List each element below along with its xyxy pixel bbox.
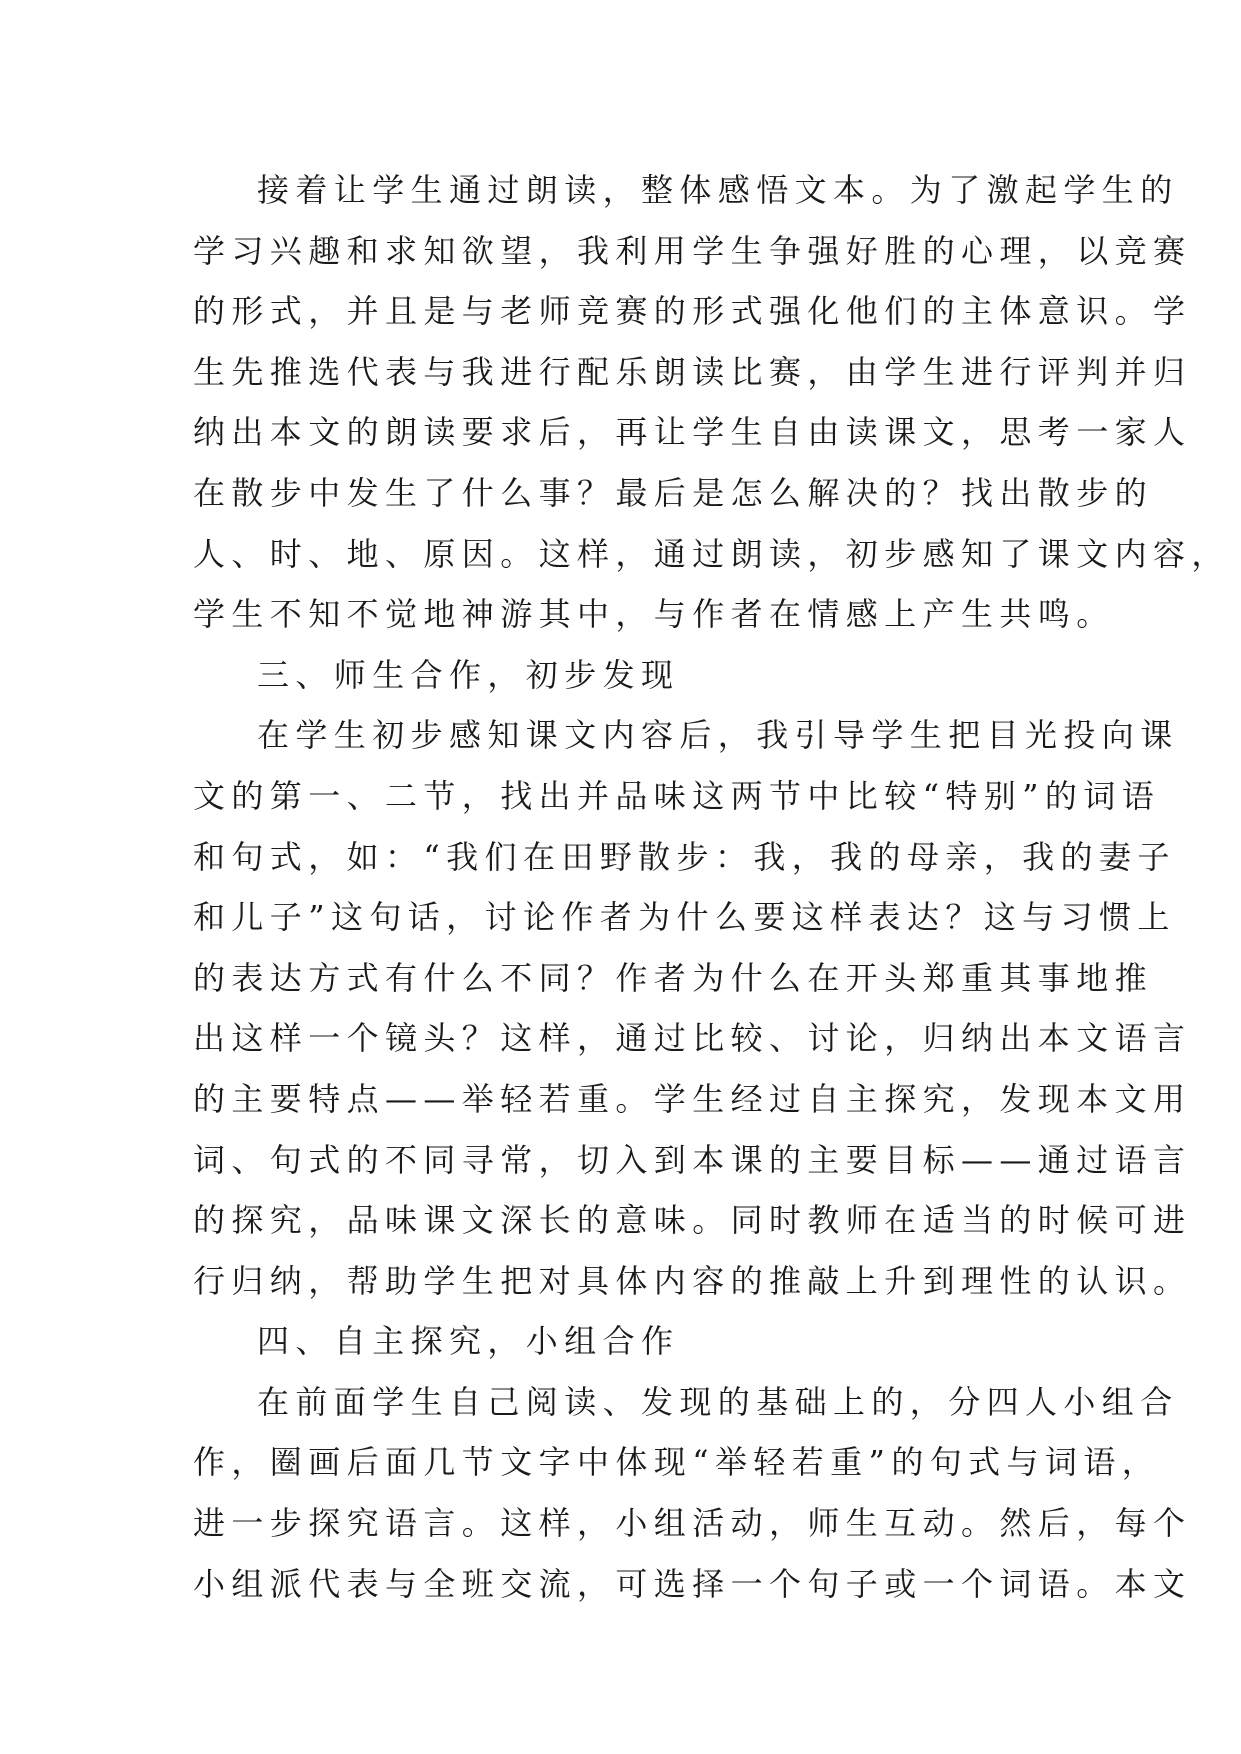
text-line: 在学生初步感知课文内容后，我引导学生把目光投向课 (257, 716, 1179, 755)
text-line: 的形式，并且是与老师竞赛的形式强化他们的主体意识。学 (193, 292, 1192, 331)
text-line: 和句式，如：“我们在田野散步：我，我的母亲，我的妻子 (193, 837, 1176, 876)
text-line: 小组派代表与全班交流，可选择一个句子或一个词语。本文 (193, 1564, 1192, 1603)
text-line: 词、句式的不同寻常，切入到本课的主要目标——通过语言 (193, 1140, 1192, 1179)
text-line: 的探究，品味课文深长的意味。同时教师在适当的时候可进 (193, 1201, 1192, 1240)
text-line: 在散步中发生了什么事？最后是怎么解决的？找出散步的 (193, 473, 1154, 512)
text-line: 的主要特点——举轻若重。学生经过自主探究，发现本文用 (193, 1079, 1192, 1118)
text-line: 和儿子”这句话，讨论作者为什么要这样表达？这与习惯上 (193, 898, 1176, 937)
text-line: 学习兴趣和求知欲望，我利用学生争强好胜的心理，以竞赛 (193, 231, 1192, 270)
text-line: 的表达方式有什么不同？作者为什么在开头郑重其事地推 (193, 958, 1154, 997)
section-heading: 四、自主探究，小组合作 (257, 1322, 680, 1361)
text-line: 接着让学生通过朗读，整体感悟文本。为了激起学生的 (257, 171, 1179, 209)
body-text (193, 160, 1230, 1614)
text-line: 在前面学生自己阅读、发现的基础上的，分四人小组合 (257, 1382, 1179, 1421)
text-line: 出这样一个镜头？这样，通过比较、讨论，归纳出本文语言 (193, 1019, 1192, 1058)
text-line: 生先推选代表与我进行配乐朗读比赛，由学生进行评判并归 (193, 352, 1192, 391)
text-line: 学生不知不觉地神游其中，与作者在情感上产生共鸣。 (193, 595, 1115, 634)
text-line: 纳出本文的朗读要求后，再让学生自由读课文，思考一家人 (193, 413, 1192, 452)
text-line: 文的第一、二节，找出并品味这两节中比较“特别”的词语 (193, 776, 1161, 815)
text-line: 作，圈画后面几节文字中体现“举轻若重”的句式与词语， (193, 1443, 1161, 1482)
text-line: 人、时、地、原因。这样，通过朗读，初步感知了课文内容， (193, 534, 1230, 573)
text-line: 行归纳，帮助学生把对具体内容的推敲上升到理性的认识。 (193, 1261, 1192, 1300)
section-heading: 三、师生合作，初步发现 (257, 655, 680, 694)
text-line: 进一步探究语言。这样，小组活动，师生互动。然后，每个 (193, 1504, 1192, 1543)
